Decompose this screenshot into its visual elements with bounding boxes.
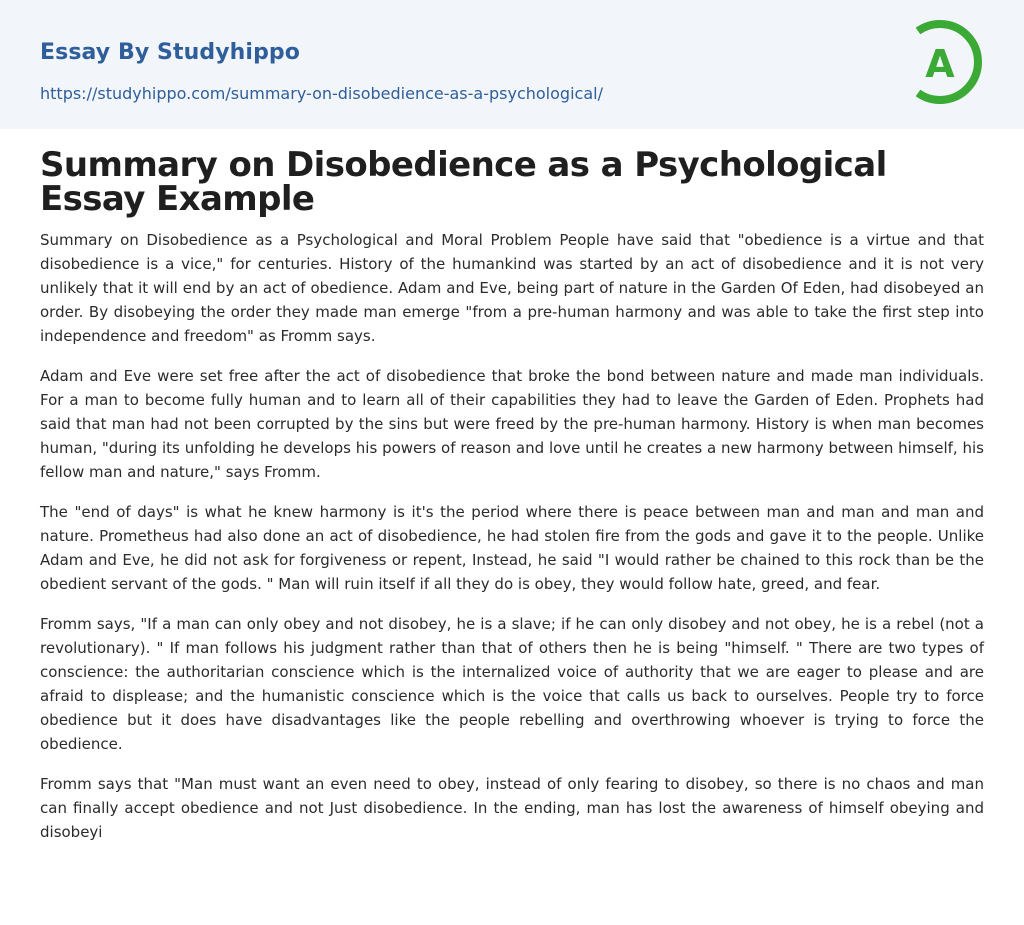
site-brand[interactable]: Essay By Studyhippo [40,40,300,65]
essay-paragraph: Fromm says, "If a man can only obey and not disobey, he is a slave; if he can only disobey and not obey, he is a rebel (not a revolutionary). " If man follows his judgment rather than that of others then he is being "himself. " There are two types of conscience: the authoritarian conscience which is the internalized voice of authority that we are eager to please and are afraid to displease; and the humanistic conscience which is the voice that calls us back to ourselves. People try to force obedience but it does have disadvantages like the people rebelling and overthrowing whoever is trying to force the obedience. [40,615,984,753]
essay-paragraph: Summary on Disobedience as a Psychological and Moral Problem People have said that "obedience is a virtue and that disobedience is a vice," for centuries. History of the humankind was started by an act of disobedience and it is not very unlikely that it will end by an act of obedience. Adam and Eve, being part of nature in the Garden Of Eden, had disobeyed an order. By disobeying the order they made man emerge "from a pre-human harmony and was able to take the first step into independence and freedom" as Fromm says. [40,231,984,345]
site-header [0,0,1024,129]
essay-paragraph: Fromm says that "Man must want an even need to obey, instead of only fearing to disobey, so there is no chaos and man can finally accept obedience and not Just disobedience. In the ending, man has lost the awareness of himself obeying and disobeyi [40,775,984,841]
logo-letter: A [925,42,955,86]
source-url-link[interactable]: https://studyhippo.com/summary-on-disobedience-as-a-psychological/ [40,84,603,103]
essay-paragraph: Adam and Eve were set free after the act of disobedience that broke the bond between nature and made man individuals. For a man to become fully human and to learn all of their capabilities they had to leave the Garden of Eden. Prophets had said that man had not been corrupted by the sins but were freed by the pre-human harmony. History is when man becomes human, "during its unfolding he develops his powers of reason and love until he creates a new harmony between himself, his fellow man and nature," says Fromm. [40,367,984,481]
essay-paragraph: The "end of days" is what he knew harmony is it's the period where there is peace between man and man and man and nature. Prometheus had also done an act of disobedience, he had stolen fire from the gods and gave it to the people. Unlike Adam and Eve, he did not ask for forgiveness or repent, Instead, he said "I would rather be chained to this rock than be the obedient servant of the gods. " Man will ruin itself if all they do is obey, they would follow hate, greed, and fear. [40,503,984,593]
essay-title: Summary on Disobedience as a Psychological Essay Example [40,145,887,219]
essay-body [40,228,984,860]
studyhippo-logo-icon[interactable] [912,19,986,105]
